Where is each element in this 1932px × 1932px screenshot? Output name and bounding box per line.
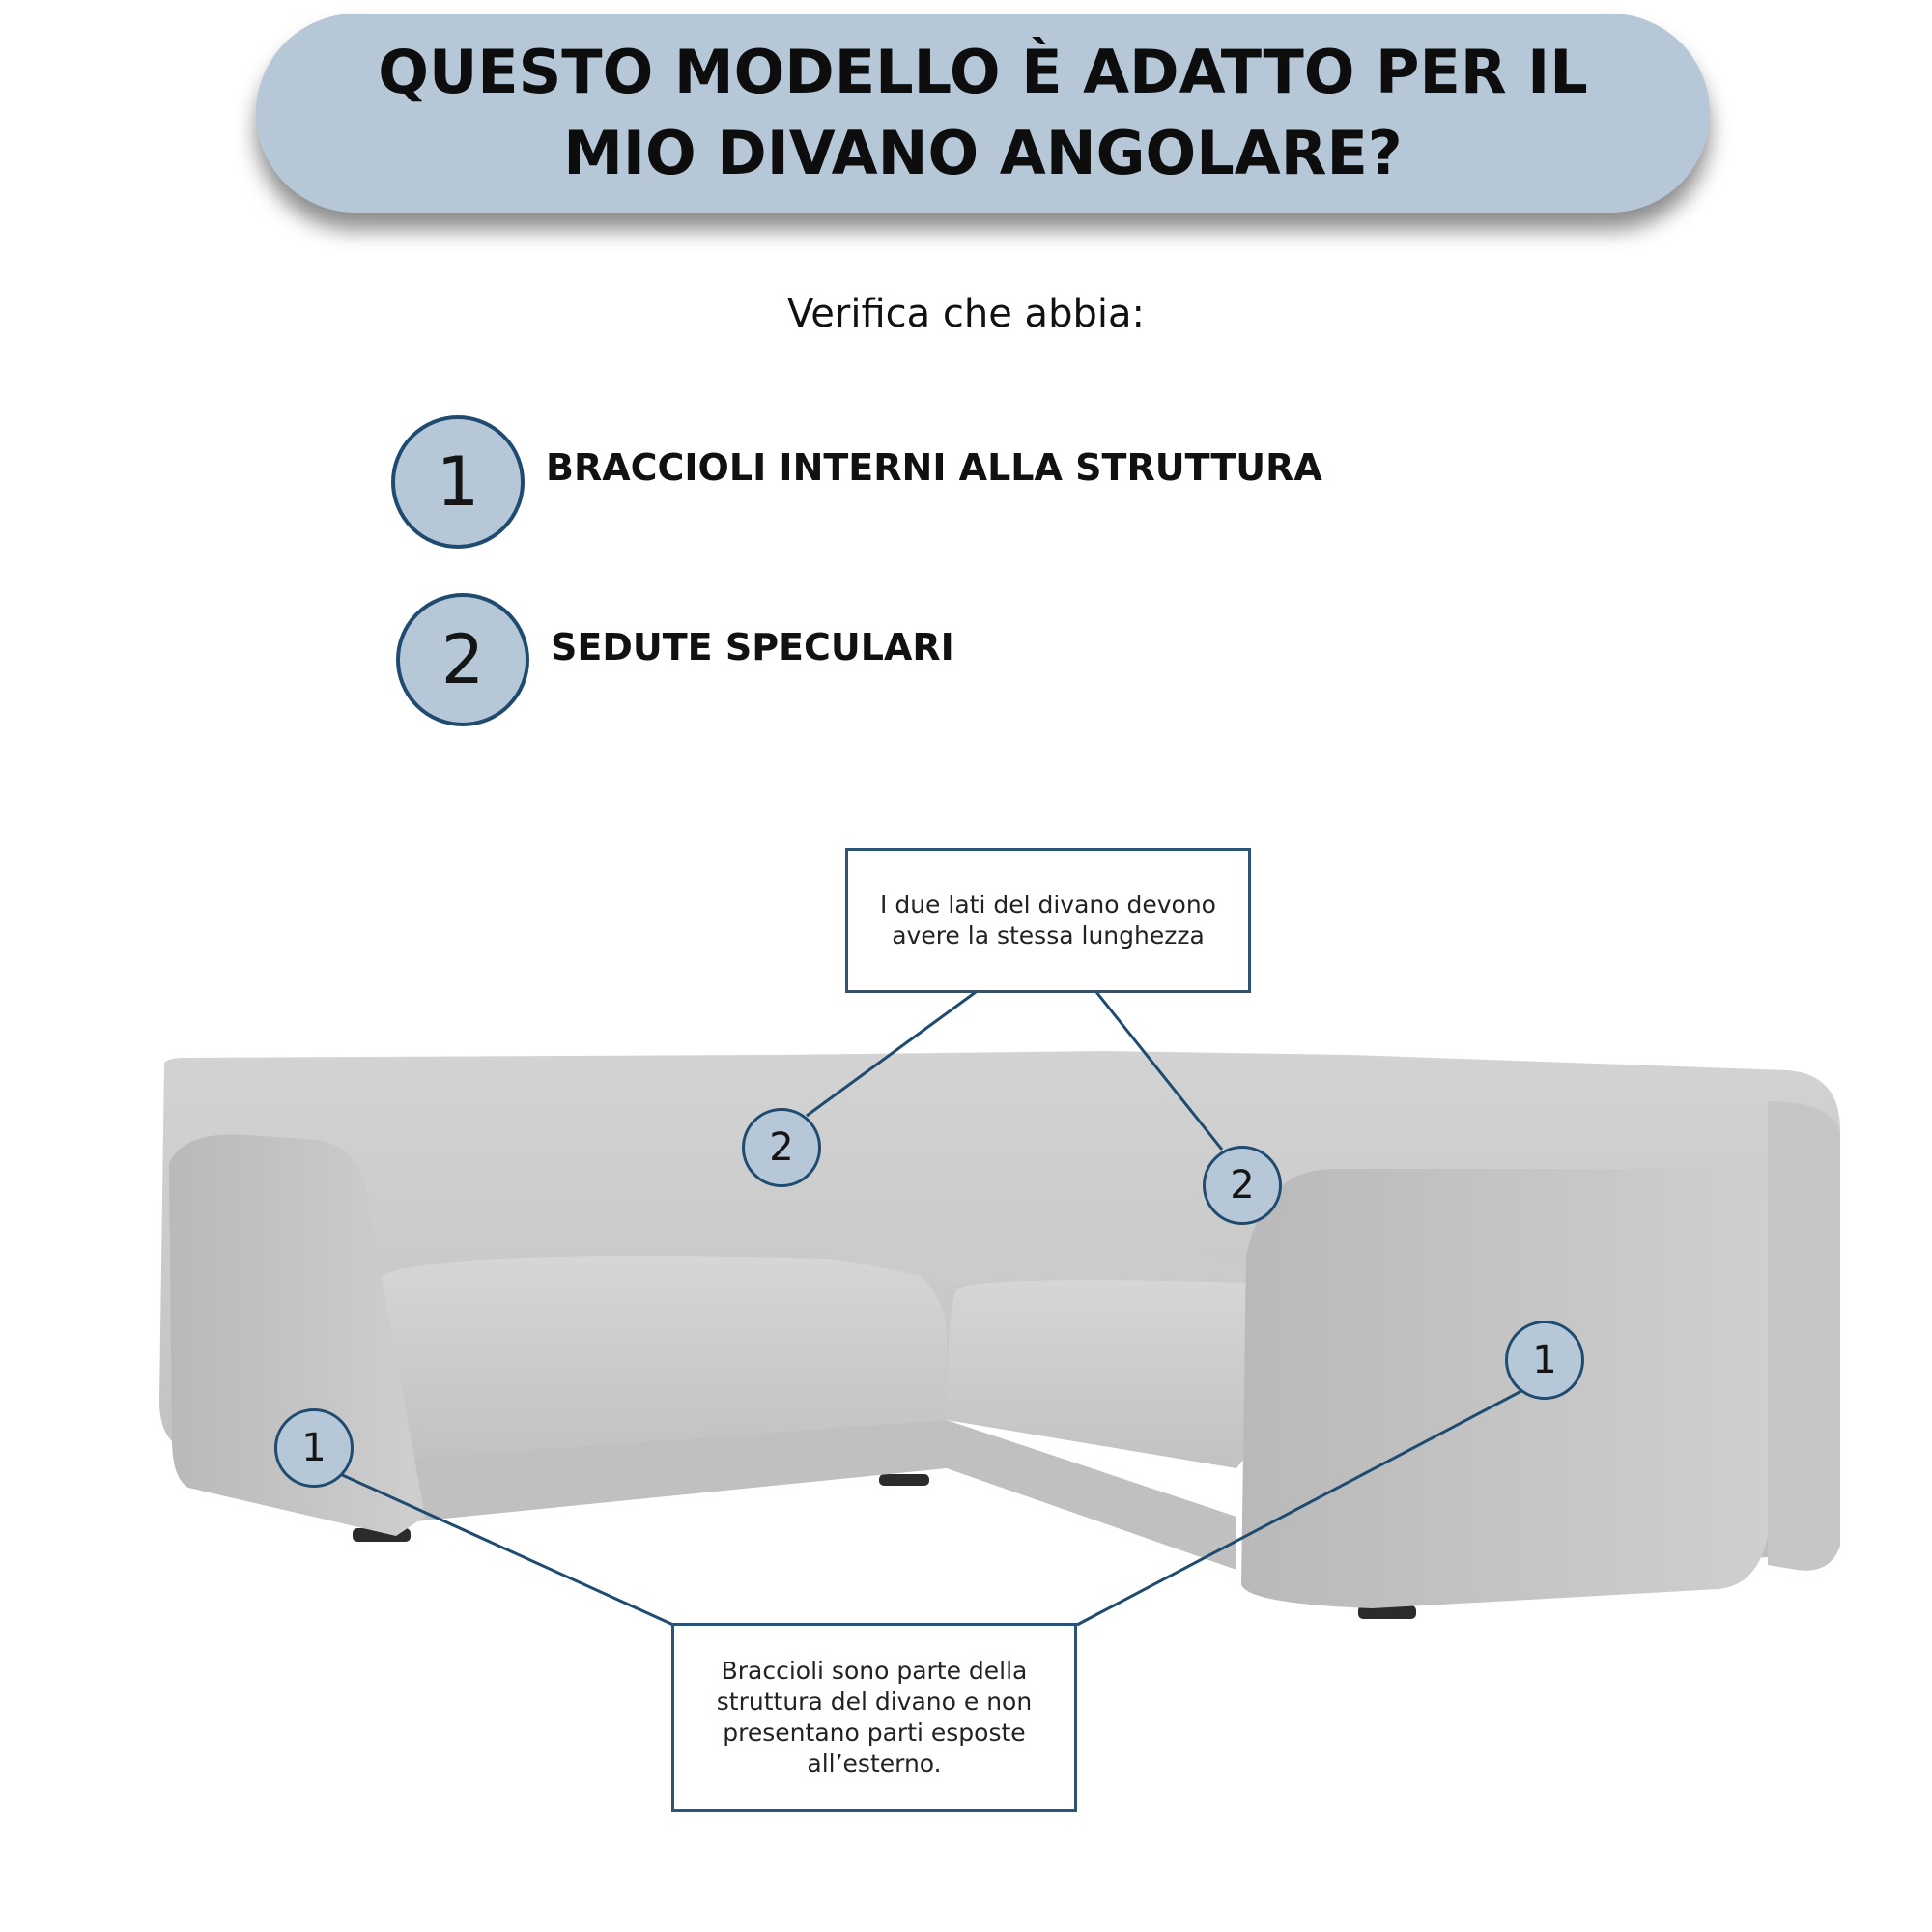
sofa-arm-end xyxy=(1768,1101,1840,1571)
requirement-2-badge: 2 xyxy=(396,593,529,726)
callout-armrests-text: Braccioli sono parte della struttura del divano e non presentano parti esposte all’esterno. xyxy=(716,1657,1033,1777)
intro-text: Verifica che abbia: xyxy=(787,292,1145,336)
marker-arm-right: 1 xyxy=(1505,1321,1584,1400)
sofa-arm-right xyxy=(1241,1169,1768,1608)
marker-arm-left: 1 xyxy=(274,1408,354,1488)
requirement-2-label: SEDUTE SPECULARI xyxy=(551,626,954,668)
requirement-1-badge: 1 xyxy=(391,415,525,549)
page-title: QUESTO MODELLO È ADATTO PER IL MIO DIVANO ANGOLARE? xyxy=(378,37,1588,188)
callout-armrests xyxy=(671,1623,1077,1812)
marker-seat-left: 2 xyxy=(742,1108,821,1187)
sofa-leg xyxy=(879,1474,929,1486)
callout-same-length-text: I due lati del divano devono avere la stessa lunghezza xyxy=(880,891,1216,950)
requirement-1-label: BRACCIOLI INTERNI ALLA STRUTTURA xyxy=(546,446,1322,489)
sofa-image xyxy=(159,1051,1840,1619)
callout-same-length xyxy=(845,848,1251,993)
marker-seat-right: 2 xyxy=(1203,1146,1282,1225)
